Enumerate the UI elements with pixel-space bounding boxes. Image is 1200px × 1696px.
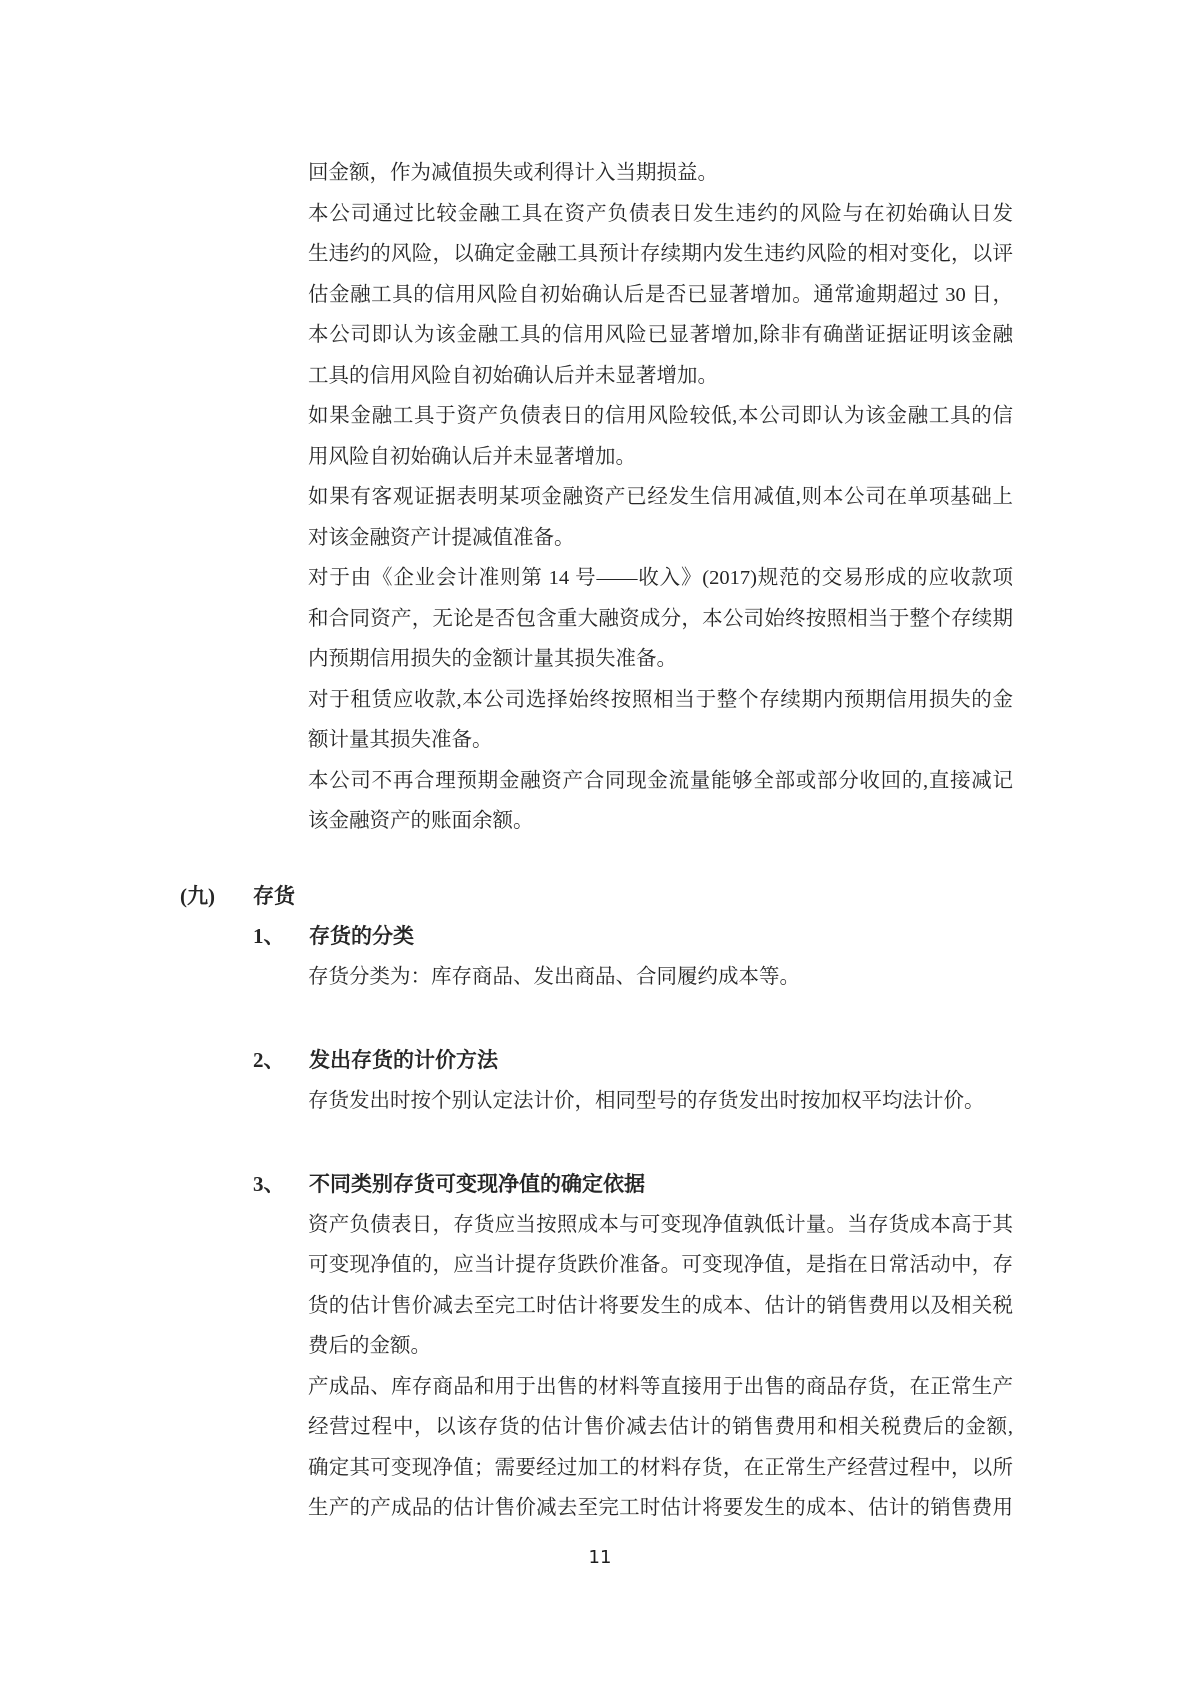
text-line: 产成品、库存商品和用于出售的材料等直接用于出售的商品存货，在正常生产	[308, 1375, 1013, 1398]
item-number: 3、	[253, 1172, 285, 1196]
page-number: 11	[588, 1547, 612, 1568]
text-line: 该金融资产的账面余额。	[308, 810, 534, 832]
text-line: 资产负债表日，存货应当按照成本与可变现净值孰低计量。当存货成本高于其	[308, 1213, 1013, 1236]
section-title: 存货	[253, 883, 295, 908]
text-line: 存货分类为：库存商品、发出商品、合同履约成本等。	[308, 965, 800, 988]
text-line: 存货发出时按个别认定法计价，相同型号的存货发出时按加权平均法计价。	[308, 1089, 985, 1112]
text-line: 用风险自初始确认后并未显著增加。	[308, 445, 636, 468]
section-heading	[0, 876, 1200, 917]
text-line: 本公司不再合理预期金融资产合同现金流量能够全部或部分收回的,直接减记	[308, 769, 1013, 792]
text-line: 对于租赁应收款,本公司选择始终按照相当于整个存续期内预期信用损失的金	[308, 688, 1013, 711]
text-line: 和合同资产，无论是否包含重大融资成分，本公司始终按照相当于整个存续期	[308, 607, 1013, 630]
item-heading	[0, 1164, 1200, 1205]
text-line: 生产的产成品的估计售价减去至完工时估计将要发生的成本、估计的销售费用	[308, 1497, 1013, 1519]
item-heading	[0, 1040, 1200, 1081]
text-line: 估金融工具的信用风险自初始确认后是否已显著增加。通常逾期超过 30 日，	[308, 283, 1013, 306]
continuation-paragraphs	[0, 153, 1200, 842]
item-title: 发出存货的计价方法	[309, 1048, 498, 1072]
text-line: 额计量其损失准备。	[308, 729, 493, 751]
text-line: 对该金融资产计提减值准备。	[308, 526, 575, 549]
text-line: 生违约的风险，以确定金融工具预计存续期内发生违约风险的相对变化，以评	[308, 243, 1013, 265]
text-line: 对于由《企业会计准则第 14 号——收入》(2017)规范的交易形成的应收款项	[308, 567, 1013, 589]
text-line: 货的估计售价减去至完工时估计将要发生的成本、估计的销售费用以及相关税	[308, 1294, 1013, 1317]
item-number: 1、	[253, 924, 285, 948]
text-line: 工具的信用风险自初始确认后并未显著增加。	[308, 364, 718, 387]
item-number: 2、	[253, 1048, 285, 1072]
text-flow	[0, 153, 1200, 1529]
text-line: 本公司通过比较金融工具在资产负债表日发生违约的风险与在初始确认日发	[308, 202, 1013, 225]
item-heading	[0, 916, 1200, 957]
text-line: 内预期信用损失的金额计量其损失准备。	[308, 648, 677, 670]
item-title: 存货的分类	[309, 924, 414, 948]
text-line: 本公司即认为该金融工具的信用风险已显著增加,除非有确凿证据证明该金融	[308, 324, 1013, 346]
text-line: 可变现净值的，应当计提存货跌价准备。可变现净值，是指在日常活动中，存	[308, 1254, 1013, 1276]
text-line: 经营过程中，以该存货的估计售价减去估计的销售费用和相关税费后的金额,	[308, 1416, 1013, 1438]
item-title: 不同类别存货可变现净值的确定依据	[309, 1172, 645, 1196]
text-line: 如果金融工具于资产负债表日的信用风险较低,本公司即认为该金融工具的信	[308, 405, 1013, 427]
section-items	[0, 916, 1200, 1529]
text-line: 费后的金额。	[308, 1335, 431, 1357]
text-line: 回金额，作为减值损失或利得计入当期损益。	[308, 162, 718, 184]
section-number: (九)	[180, 883, 215, 908]
text-line: 如果有客观证据表明某项金融资产已经发生信用减值,则本公司在单项基础上	[308, 486, 1013, 508]
text-line: 确定其可变现净值；需要经过加工的材料存货，在正常生产经营过程中，以所	[308, 1456, 1013, 1479]
